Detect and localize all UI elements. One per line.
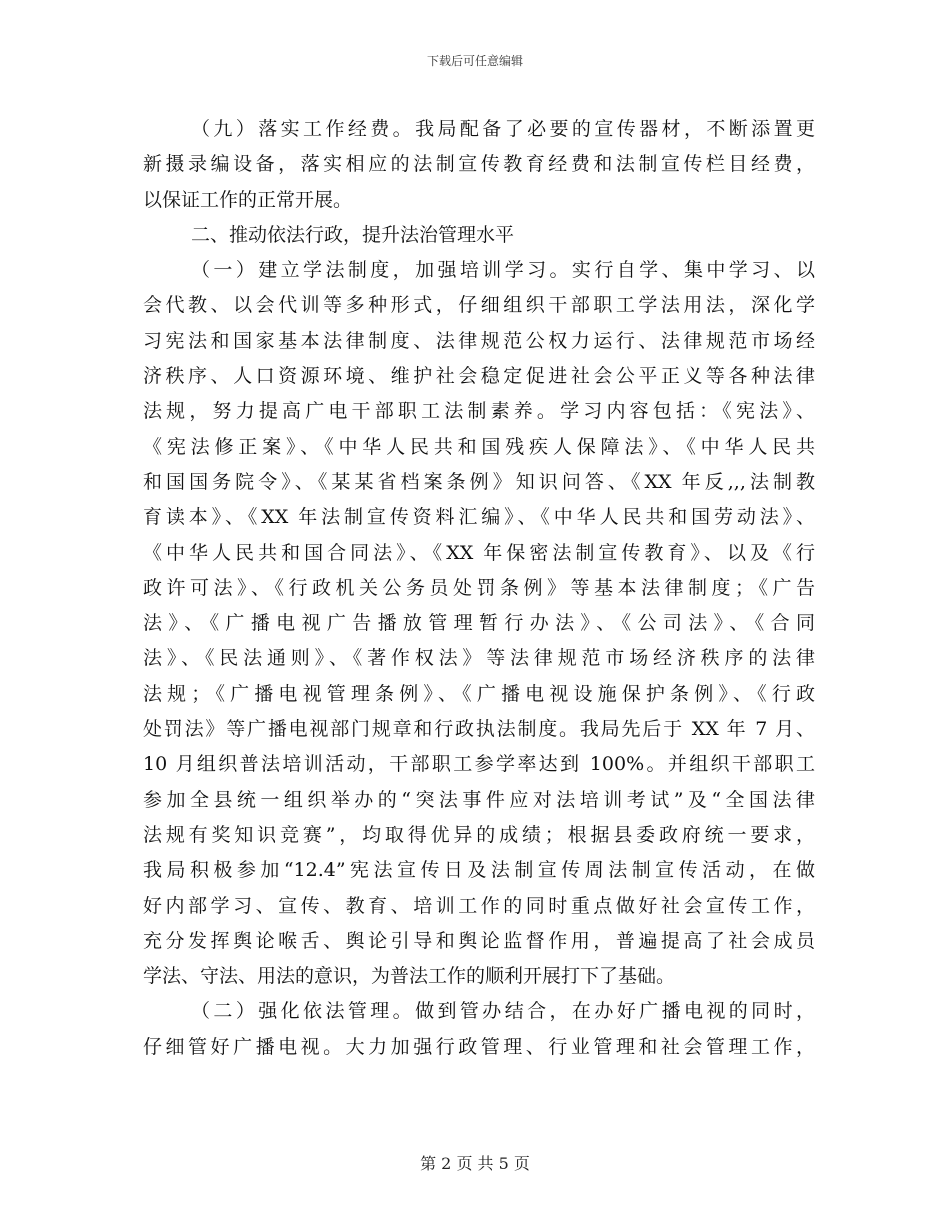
text-line: 济秩序、人口资源环境、维护社会稳定促进社会公平正义等各种法律 — [143, 365, 815, 388]
text-line: 法》、《民法通则》、《著作权法》等法律规范市场经济秩序的法律 — [143, 647, 815, 670]
text-line: 法规，努力提高广电干部职工法制素养。学习内容包括：《宪法》、 — [143, 400, 815, 423]
page-header: 下载后可任意编辑 — [426, 54, 523, 68]
text-line: 会代教、以会代训等多种形式，仔细组织干部职工学法用法，深化学 — [143, 294, 815, 317]
text-line: 《宪法修正案》、《中华人民共和国残疾人保障法》、《中华人民共 — [143, 435, 815, 458]
text-line: 新摄录编设备，落实相应的法制宣传教育经费和法制宣传栏目经费， — [143, 153, 815, 176]
text-line: （一）建立学法制度，加强培训学习。实行自学、集中学习、以 — [191, 259, 815, 282]
text-line: 法规；《广播电视管理条例》、《广播电视设施保护条例》、《行政 — [143, 682, 815, 705]
document-body — [143, 112, 815, 1065]
text-line: 政许可法》、《行政机关公务员处罚条例》等基本法律制度；《广告 — [143, 576, 815, 599]
text-line: 育读本》、《XX 年法制宣传资料汇编》、《中华人民共和国劳动法》、 — [143, 506, 815, 529]
text-line: 10 月组织普法培训活动，干部职工参学率达到 100%。并组织干部职工 — [143, 753, 815, 776]
text-line: 参加全县统一组织举办的“突法事件应对法培训考试”及“全国法律 — [143, 788, 815, 811]
page-number: 第 2 页 共 5 页 — [420, 1154, 530, 1173]
text-line: 学法、守法、用法的意识，为普法工作的顺利开展打下了基础。 — [143, 965, 676, 988]
text-line: 习宪法和国家基本法律制度、法律规范公权力运行、法律规范市场经 — [143, 329, 815, 352]
text-line: 仔细管好广播电视。大力加强行政管理、行业管理和社会管理工作， — [143, 1035, 815, 1058]
text-line: 充分发挥舆论喉舌、舆论引导和舆论监督作用，普遍提高了社会成员 — [143, 929, 815, 952]
text-line: 和国国务院令》、《某某省档案条例》知识问答、《XX 年反,,,法制教 — [143, 470, 815, 493]
text-line: （九）落实工作经费。我局配备了必要的宣传器材，不断添置更 — [191, 118, 815, 140]
text-line: 我局积极参加“12.4”宪法宣传日及法制宣传周法制宣传活动，在做 — [143, 859, 815, 882]
text-line: 以保证工作的正常开展。 — [143, 188, 353, 211]
section-heading: 二、推动依法行政，提升法治管理水平 — [191, 223, 515, 246]
text-line: 法》、《广播电视广告播放管理暂行办法》、《公司法》、《合同 — [143, 612, 815, 635]
text-line: 好内部学习、宣传、教育、培训工作的同时重点做好社会宣传工作， — [143, 894, 815, 917]
text-line: 法规有奖知识竞赛”，均取得优异的成绩；根据县委政府统一要求， — [143, 823, 815, 846]
text-line: 处罚法》等广播电视部门规章和行政执法制度。我局先后于 XX 年 7 月、 — [143, 718, 815, 741]
text-line: 《中华人民共和国合同法》、《XX 年保密法制宣传教育》、以及《行 — [143, 541, 815, 564]
text-line: （二）强化依法管理。做到管办结合，在办好广播电视的同时， — [191, 1000, 815, 1023]
